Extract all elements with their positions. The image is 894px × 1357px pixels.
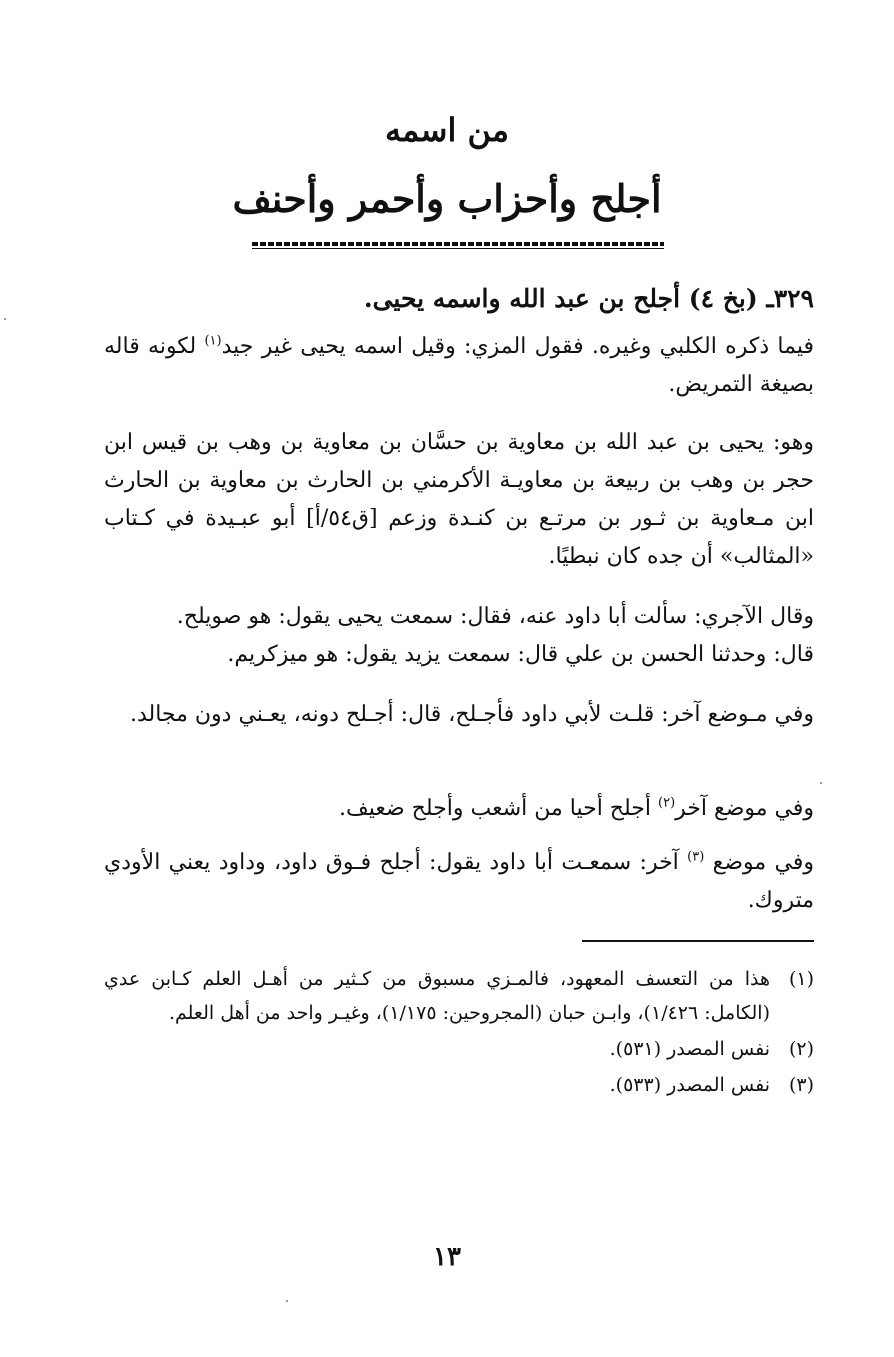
chapter-heading-line1: من اسمه (385, 111, 509, 149)
paragraph-3-line-b: قال: وحدثنا الحسن بن علي قال: سمعت يزيد يقول: هو ميزكريم. (227, 642, 814, 667)
paragraph-5-text-b: أجلح أحيا من أشعب وأجلح ضعيف. (338, 796, 658, 821)
scan-speck (286, 1300, 288, 1302)
footnote-number: (١) (788, 968, 814, 990)
entry-number: ٣٢٩ـ (766, 284, 814, 313)
footnote-item (104, 1068, 814, 1102)
paragraph-2: وهو: يحيى بن عبد الله بن معاوية بن حسَّان بن معاوية بن وهب بن قيس ابن حجر بن وهب بن ربيعة بن معاويـة الأكرمني بن الحارث بن معاوية بن الحارث ابن مـعاوية بن ثـور بن مرتـع بن كنـدة وزعم [ق٥٤/أ] أبو عبـيدة في كـتاب «المثالب» أن جده كان نبطيًا. (104, 430, 814, 569)
entry-heading (104, 279, 814, 319)
paragraph-6 (104, 844, 814, 920)
paragraph-4: وفي مـوضع آخر: قلـت لأبي داود فأجـلح، قال: أجـلح دونه، يعـني دون مجالد. (129, 702, 814, 727)
footnote-text: نفس المصدر (٥٣١). (609, 1038, 770, 1060)
footnote-divider (582, 940, 814, 942)
paragraph-6-text-b: آخر: سمعـت أبا داود يقول: أجلح فـوق داود، وداود يعني الأودي متروك. (104, 850, 814, 913)
title-divider (252, 242, 664, 246)
paragraph-1 (104, 328, 814, 404)
footnote-ref-3: (٣) (687, 849, 705, 865)
footnotes (104, 962, 814, 1104)
page-number: ١٣ (433, 1242, 461, 1272)
scan-speck (4, 318, 6, 320)
paragraph-3 (104, 598, 814, 674)
footnote-text: هذا من التعسف المعهود، فالمـزي مسبوق من كـثير من أهـل العلم كـابن عدي (الكامل: ١/٤٢٦)، وابـن حبان (المجروحين: ١/١٧٥)، وغيـر واحد من أهل العلم. (104, 968, 770, 1024)
footnote-ref-1: (١) (204, 333, 222, 349)
paragraph-5 (104, 790, 814, 828)
paragraph-5-text-a: وفي موضع آخر (675, 796, 814, 821)
footnote-item (104, 1032, 814, 1066)
paragraph-3-line-a: وقال الآجري: سألت أبا داود عنه، فقال: سمعت يحيى يقول: هو صويلح. (176, 604, 814, 629)
entry-code: (بخ ٤) (688, 284, 758, 313)
footnote-text: نفس المصدر (٥٣٣). (609, 1074, 770, 1096)
footnote-number: (٢) (788, 1038, 814, 1060)
footnote-number: (٣) (788, 1074, 814, 1096)
entry-name: أجلح بن عبد الله واسمه يحيى. (363, 284, 681, 313)
title-divider-underline (252, 248, 664, 249)
scan-speck (820, 782, 822, 784)
footnote-item (104, 962, 814, 1030)
footnote-ref-2: (٢) (658, 795, 676, 811)
chapter-heading-line2: أجلح وأحزاب وأحمر وأحنف (232, 176, 662, 221)
paragraph-6-text-a: وفي موضع (704, 850, 814, 875)
paragraph-1-text-a: فيما ذكره الكلبي وغيره. فقول المزي: وقيل اسمه يحيى غير جيد (221, 334, 814, 359)
paragraph-1-text-b: لكونه قاله بصيغة التمريض. (104, 334, 814, 397)
